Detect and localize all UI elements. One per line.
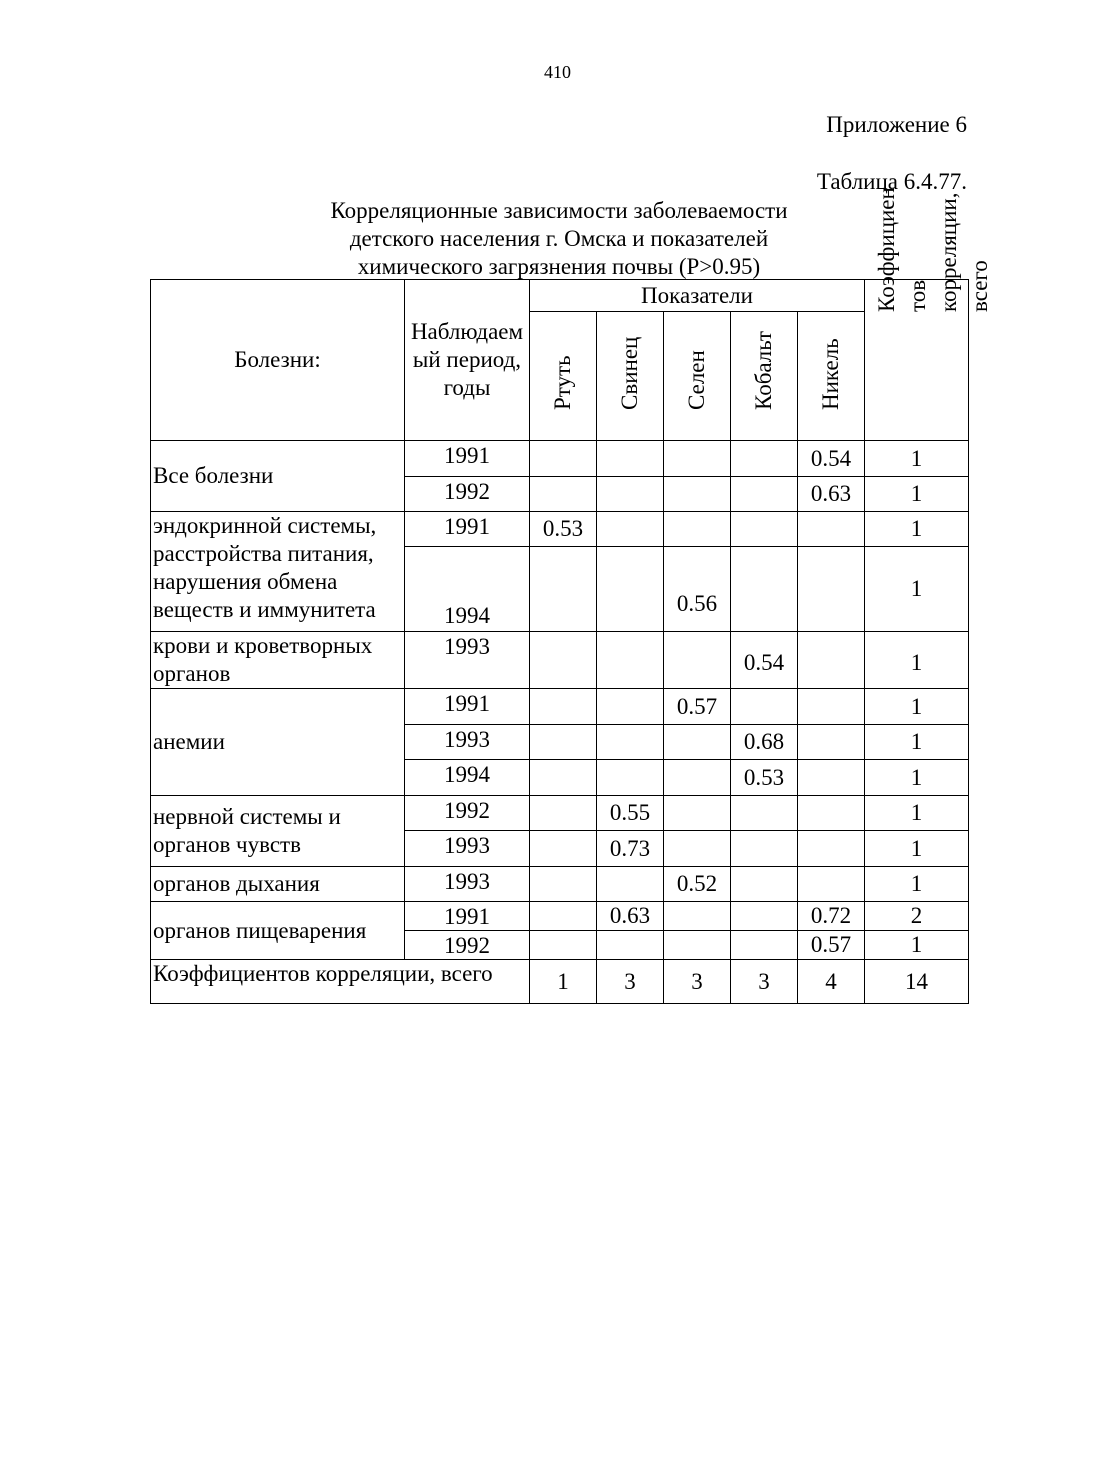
year-cell: 1992 [405, 931, 530, 960]
year-cell: 1992 [405, 796, 530, 831]
header-lead-text: Свинец [617, 336, 642, 410]
header-indicators: Показатели [530, 280, 865, 312]
header-total-text: Коэффициен тов корреляции, всего [874, 187, 992, 312]
cobalt-cell [731, 902, 798, 931]
total-cell: 1 [865, 477, 969, 512]
header-mercury [530, 312, 597, 441]
cobalt-cell [731, 831, 798, 867]
lead-cell [597, 689, 664, 725]
table-row [151, 867, 969, 902]
totals-row [151, 960, 969, 1004]
year-cell: 1993 [405, 632, 530, 689]
lead-cell [597, 441, 664, 477]
lead-total: 3 [597, 960, 664, 1004]
cobalt-cell [731, 796, 798, 831]
year-cell: 1991 [405, 512, 530, 547]
selenium-cell [664, 512, 731, 547]
mercury-cell [530, 831, 597, 867]
header-period: Наблюдаем ый период, годы [405, 280, 530, 441]
mercury-cell [530, 725, 597, 760]
table-row [151, 689, 969, 725]
lead-cell [597, 632, 664, 689]
year-cell: 1993 [405, 831, 530, 867]
header-lead [597, 312, 664, 441]
nickel-cell: 0.57 [798, 931, 865, 960]
lead-cell [597, 547, 664, 632]
selenium-cell [664, 441, 731, 477]
nickel-cell [798, 867, 865, 902]
grand-total: 14 [865, 960, 969, 1004]
header-selenium [664, 312, 731, 441]
year-cell: 1994 [405, 547, 530, 632]
nickel-cell: 0.63 [798, 477, 865, 512]
header-selenium-text: Селен [684, 350, 709, 410]
group-blood: крови и кроветворных органов [151, 632, 405, 689]
total-cell: 1 [865, 512, 969, 547]
selenium-cell: 0.57 [664, 689, 731, 725]
selenium-cell [664, 477, 731, 512]
nickel-cell [798, 725, 865, 760]
mercury-cell [530, 760, 597, 796]
header-mercury-text: Ртуть [550, 355, 575, 410]
header-nickel-text: Никель [818, 338, 843, 410]
cobalt-cell [731, 867, 798, 902]
group-digestive: органов пищеварения [151, 902, 405, 960]
cobalt-cell [731, 689, 798, 725]
page-number: 410 [544, 62, 571, 82]
selenium-cell [664, 725, 731, 760]
total-cell: 1 [865, 867, 969, 902]
lead-cell: 0.63 [597, 902, 664, 931]
selenium-cell [664, 931, 731, 960]
total-cell: 1 [865, 632, 969, 689]
selenium-cell: 0.52 [664, 867, 731, 902]
mercury-cell [530, 796, 597, 831]
table-row [151, 902, 969, 931]
mercury-cell [530, 632, 597, 689]
nickel-cell [798, 796, 865, 831]
header-cobalt [731, 312, 798, 441]
nickel-cell: 0.72 [798, 902, 865, 931]
mercury-cell [530, 867, 597, 902]
lead-cell [597, 725, 664, 760]
mercury-cell [530, 441, 597, 477]
total-cell: 1 [865, 689, 969, 725]
nickel-cell [798, 760, 865, 796]
year-cell: 1991 [405, 689, 530, 725]
caption-line: химического загрязнения почвы (Р>0.95) [357, 254, 761, 279]
group-respiratory: органов дыхания [151, 867, 405, 902]
year-cell: 1992 [405, 477, 530, 512]
cobalt-total: 3 [731, 960, 798, 1004]
selenium-total: 3 [664, 960, 731, 1004]
group-endocrine: эндокринной системы, расстройства питания, нарушения обмена веществ и иммунитета [151, 512, 405, 632]
header-total [865, 187, 992, 441]
nickel-cell [798, 689, 865, 725]
selenium-cell [664, 831, 731, 867]
year-cell: 1993 [405, 867, 530, 902]
total-cell: 1 [865, 931, 969, 960]
nickel-cell [798, 632, 865, 689]
appendix-label: Приложение 6 [826, 112, 967, 137]
total-cell: 1 [865, 725, 969, 760]
year-cell: 1991 [405, 441, 530, 477]
header-diseases: Болезни: [151, 280, 405, 441]
nickel-cell [798, 831, 865, 867]
mercury-cell [530, 689, 597, 725]
total-cell: 1 [865, 441, 969, 477]
mercury-cell [530, 547, 597, 632]
table-row [151, 512, 969, 547]
cobalt-cell: 0.68 [731, 725, 798, 760]
lead-cell: 0.73 [597, 831, 664, 867]
lead-cell [597, 867, 664, 902]
lead-cell [597, 477, 664, 512]
total-cell: 2 [865, 902, 969, 931]
mercury-cell [530, 902, 597, 931]
selenium-cell [664, 760, 731, 796]
group-nervous: нервной системы и органов чувств [151, 796, 405, 867]
mercury-total: 1 [530, 960, 597, 1004]
total-cell: 1 [865, 547, 969, 632]
lead-cell [597, 512, 664, 547]
total-cell: 1 [865, 760, 969, 796]
caption-line: детского населения г. Омска и показателей [349, 226, 769, 251]
selenium-cell: 0.56 [664, 547, 731, 632]
lead-cell: 0.55 [597, 796, 664, 831]
total-cell: 1 [865, 831, 969, 867]
nickel-total: 4 [798, 960, 865, 1004]
selenium-cell [664, 796, 731, 831]
table-row [151, 796, 969, 831]
lead-cell [597, 931, 664, 960]
year-cell: 1991 [405, 902, 530, 931]
cobalt-cell [731, 441, 798, 477]
mercury-cell [530, 477, 597, 512]
lead-cell [597, 760, 664, 796]
nickel-cell: 0.54 [798, 441, 865, 477]
table-number: Таблица 6.4.77. [816, 169, 967, 194]
total-cell: 1 [865, 796, 969, 831]
cobalt-cell [731, 477, 798, 512]
cobalt-cell [731, 547, 798, 632]
mercury-cell [530, 931, 597, 960]
totals-label: Коэффициентов корреляции, всего [151, 960, 530, 1004]
year-cell: 1993 [405, 725, 530, 760]
selenium-cell [664, 902, 731, 931]
group-anemia: анемии [151, 689, 405, 796]
table-row [151, 441, 969, 477]
year-cell: 1994 [405, 760, 530, 796]
mercury-cell: 0.53 [530, 512, 597, 547]
cobalt-cell: 0.54 [731, 632, 798, 689]
caption-line: Корреляционные зависимости заболеваемости [330, 198, 788, 223]
selenium-cell [664, 632, 731, 689]
header-cobalt-text: Кобальт [751, 331, 776, 410]
cobalt-cell [731, 512, 798, 547]
table-caption [150, 197, 968, 281]
cobalt-cell [731, 931, 798, 960]
table-row [151, 632, 969, 689]
group-all: Все болезни [151, 441, 405, 512]
header-nickel [798, 312, 865, 441]
nickel-cell [798, 512, 865, 547]
cobalt-cell: 0.53 [731, 760, 798, 796]
nickel-cell [798, 547, 865, 632]
